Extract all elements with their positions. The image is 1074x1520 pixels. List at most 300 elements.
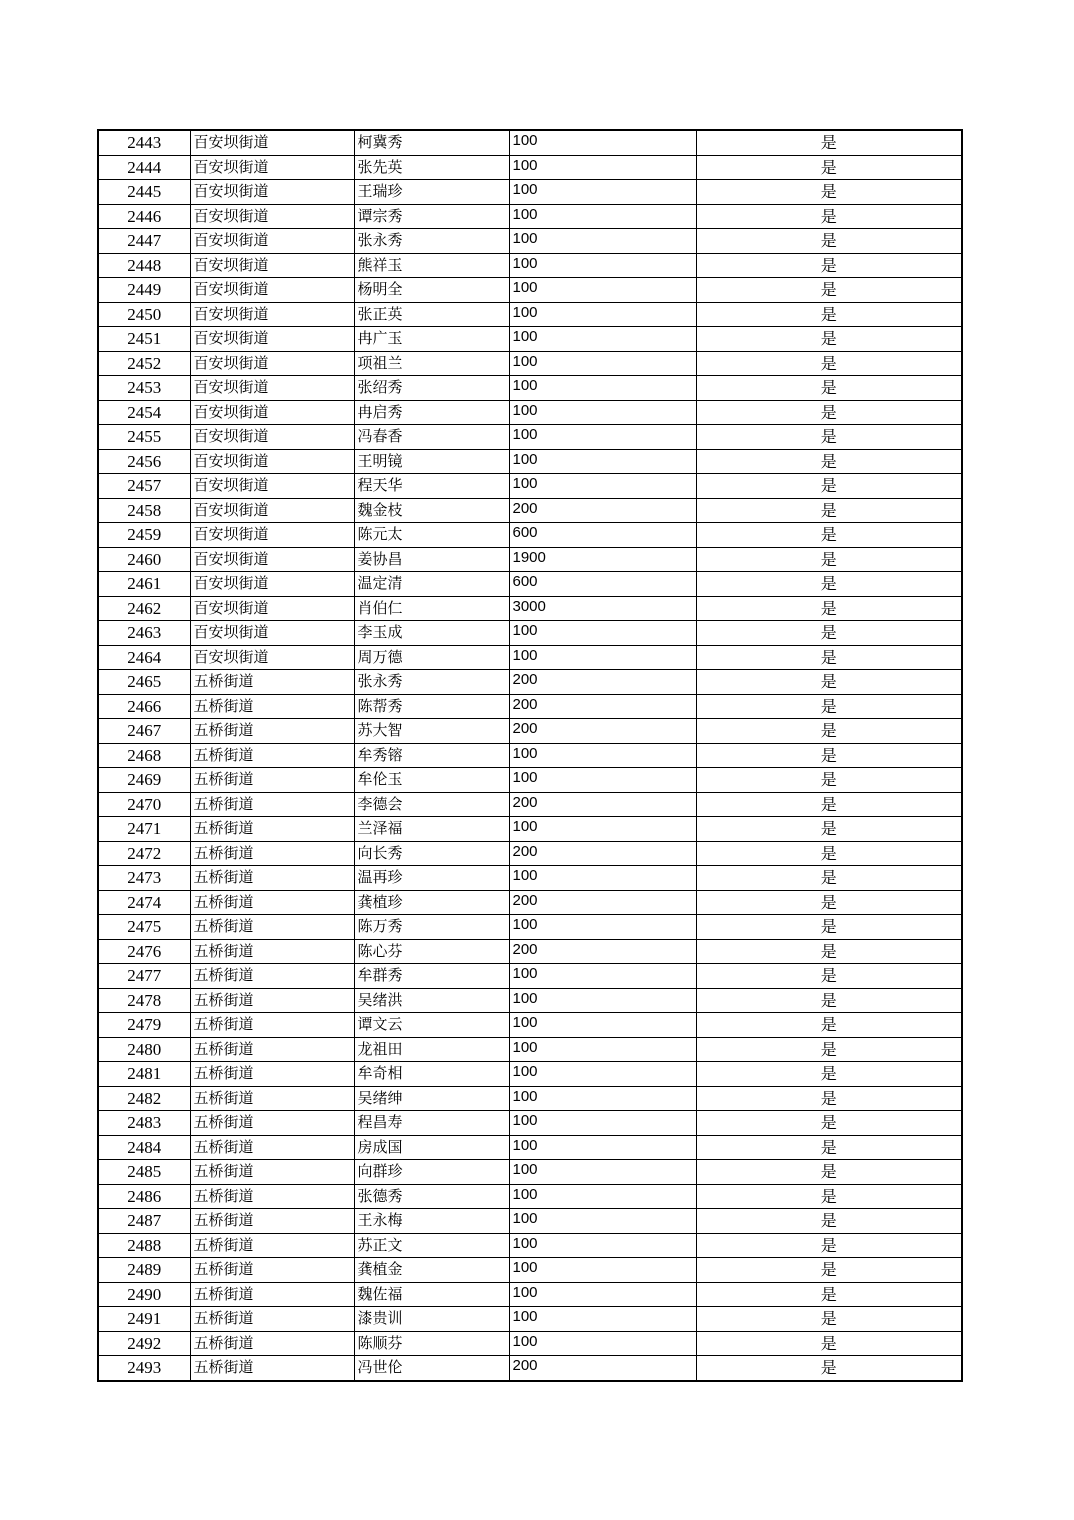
table-row [98, 425, 962, 450]
cell-name: 谭文云 [354, 1013, 509, 1038]
cell-amount: 600 [509, 572, 696, 597]
cell-name: 向长秀 [354, 841, 509, 866]
cell-flag: 是 [696, 327, 962, 352]
cell-flag: 是 [696, 351, 962, 376]
cell-amount: 1900 [509, 547, 696, 572]
cell-street: 五桥街道 [190, 915, 354, 940]
cell-flag: 是 [696, 939, 962, 964]
cell-amount: 100 [509, 376, 696, 401]
cell-amount: 100 [509, 229, 696, 254]
cell-flag: 是 [696, 253, 962, 278]
cell-amount: 100 [509, 817, 696, 842]
cell-amount: 100 [509, 449, 696, 474]
cell-street: 五桥街道 [190, 743, 354, 768]
cell-name: 张永秀 [354, 229, 509, 254]
cell-name: 向群珍 [354, 1160, 509, 1185]
table-row [98, 327, 962, 352]
cell-name: 张正英 [354, 302, 509, 327]
cell-name: 张绍秀 [354, 376, 509, 401]
cell-flag: 是 [696, 180, 962, 205]
cell-amount: 100 [509, 180, 696, 205]
cell-street: 百安坝街道 [190, 302, 354, 327]
cell-name: 苏大智 [354, 719, 509, 744]
table-row [98, 351, 962, 376]
cell-flag: 是 [696, 474, 962, 499]
cell-amount: 200 [509, 719, 696, 744]
cell-name: 杨明全 [354, 278, 509, 303]
cell-street: 五桥街道 [190, 1111, 354, 1136]
cell-flag: 是 [696, 547, 962, 572]
cell-amount: 100 [509, 1233, 696, 1258]
cell-id: 2480 [98, 1037, 190, 1062]
cell-amount: 3000 [509, 596, 696, 621]
cell-id: 2450 [98, 302, 190, 327]
cell-street: 百安坝街道 [190, 204, 354, 229]
cell-street: 五桥街道 [190, 694, 354, 719]
cell-amount: 100 [509, 1160, 696, 1185]
cell-street: 百安坝街道 [190, 645, 354, 670]
cell-street: 五桥街道 [190, 768, 354, 793]
cell-amount: 100 [509, 278, 696, 303]
cell-name: 漆贵训 [354, 1307, 509, 1332]
cell-flag: 是 [696, 964, 962, 989]
cell-street: 五桥街道 [190, 1135, 354, 1160]
cell-street: 五桥街道 [190, 817, 354, 842]
cell-name: 龙祖田 [354, 1037, 509, 1062]
table-row [98, 939, 962, 964]
table-row [98, 964, 962, 989]
table-row [98, 1135, 962, 1160]
cell-flag: 是 [696, 670, 962, 695]
cell-name: 龚植珍 [354, 890, 509, 915]
cell-street: 五桥街道 [190, 1013, 354, 1038]
subsidy-table [97, 129, 963, 1382]
cell-id: 2471 [98, 817, 190, 842]
table-row [98, 915, 962, 940]
cell-name: 牟秀镕 [354, 743, 509, 768]
cell-amount: 100 [509, 1013, 696, 1038]
cell-name: 李玉成 [354, 621, 509, 646]
cell-flag: 是 [696, 719, 962, 744]
cell-id: 2452 [98, 351, 190, 376]
cell-amount: 100 [509, 645, 696, 670]
cell-amount: 100 [509, 768, 696, 793]
cell-name: 张德秀 [354, 1184, 509, 1209]
cell-amount: 100 [509, 130, 696, 155]
cell-street: 百安坝街道 [190, 400, 354, 425]
cell-id: 2479 [98, 1013, 190, 1038]
cell-name: 冯春香 [354, 425, 509, 450]
cell-flag: 是 [696, 1331, 962, 1356]
table-row [98, 817, 962, 842]
table-row [98, 1086, 962, 1111]
cell-amount: 200 [509, 841, 696, 866]
cell-amount: 100 [509, 474, 696, 499]
cell-street: 五桥街道 [190, 1356, 354, 1381]
cell-flag: 是 [696, 1233, 962, 1258]
table-row [98, 768, 962, 793]
cell-street: 五桥街道 [190, 719, 354, 744]
cell-name: 熊祥玉 [354, 253, 509, 278]
cell-flag: 是 [696, 1135, 962, 1160]
table-row [98, 1331, 962, 1356]
cell-amount: 100 [509, 204, 696, 229]
cell-street: 五桥街道 [190, 670, 354, 695]
cell-street: 五桥街道 [190, 866, 354, 891]
cell-id: 2473 [98, 866, 190, 891]
cell-flag: 是 [696, 596, 962, 621]
cell-flag: 是 [696, 890, 962, 915]
cell-amount: 200 [509, 939, 696, 964]
cell-street: 百安坝街道 [190, 547, 354, 572]
table-row [98, 1037, 962, 1062]
table-row [98, 596, 962, 621]
cell-id: 2466 [98, 694, 190, 719]
cell-street: 五桥街道 [190, 841, 354, 866]
cell-name: 兰泽福 [354, 817, 509, 842]
cell-id: 2449 [98, 278, 190, 303]
cell-amount: 100 [509, 1258, 696, 1283]
cell-flag: 是 [696, 915, 962, 940]
cell-flag: 是 [696, 425, 962, 450]
cell-id: 2459 [98, 523, 190, 548]
cell-name: 李德会 [354, 792, 509, 817]
cell-id: 2462 [98, 596, 190, 621]
cell-flag: 是 [696, 1160, 962, 1185]
table-row [98, 1282, 962, 1307]
cell-id: 2475 [98, 915, 190, 940]
cell-name: 房成国 [354, 1135, 509, 1160]
cell-street: 百安坝街道 [190, 523, 354, 548]
table-row [98, 498, 962, 523]
cell-name: 陈万秀 [354, 915, 509, 940]
cell-street: 五桥街道 [190, 1160, 354, 1185]
cell-id: 2472 [98, 841, 190, 866]
table-row [98, 694, 962, 719]
cell-street: 百安坝街道 [190, 351, 354, 376]
cell-flag: 是 [696, 498, 962, 523]
cell-flag: 是 [696, 449, 962, 474]
table-row [98, 180, 962, 205]
cell-flag: 是 [696, 768, 962, 793]
cell-amount: 100 [509, 1111, 696, 1136]
cell-flag: 是 [696, 155, 962, 180]
cell-id: 2463 [98, 621, 190, 646]
cell-street: 百安坝街道 [190, 425, 354, 450]
cell-name: 冉启秀 [354, 400, 509, 425]
table-row [98, 890, 962, 915]
cell-street: 百安坝街道 [190, 253, 354, 278]
cell-flag: 是 [696, 694, 962, 719]
table-row [98, 1062, 962, 1087]
cell-amount: 200 [509, 1356, 696, 1381]
cell-name: 吴绪洪 [354, 988, 509, 1013]
table-row [98, 792, 962, 817]
table-row [98, 302, 962, 327]
cell-name: 姜协昌 [354, 547, 509, 572]
cell-id: 2477 [98, 964, 190, 989]
cell-amount: 100 [509, 1184, 696, 1209]
cell-street: 百安坝街道 [190, 180, 354, 205]
cell-flag: 是 [696, 229, 962, 254]
table-row [98, 1356, 962, 1381]
cell-id: 2481 [98, 1062, 190, 1087]
cell-id: 2458 [98, 498, 190, 523]
cell-id: 2470 [98, 792, 190, 817]
cell-flag: 是 [696, 523, 962, 548]
cell-id: 2445 [98, 180, 190, 205]
cell-amount: 100 [509, 1086, 696, 1111]
table-body [98, 130, 962, 1381]
table-row [98, 547, 962, 572]
cell-name: 程昌寿 [354, 1111, 509, 1136]
cell-street: 五桥街道 [190, 964, 354, 989]
cell-flag: 是 [696, 1184, 962, 1209]
table-row [98, 866, 962, 891]
cell-name: 冯世伦 [354, 1356, 509, 1381]
cell-id: 2461 [98, 572, 190, 597]
cell-street: 百安坝街道 [190, 474, 354, 499]
cell-amount: 100 [509, 1331, 696, 1356]
cell-amount: 100 [509, 253, 696, 278]
cell-id: 2488 [98, 1233, 190, 1258]
cell-id: 2493 [98, 1356, 190, 1381]
cell-id: 2469 [98, 768, 190, 793]
cell-flag: 是 [696, 400, 962, 425]
cell-flag: 是 [696, 1062, 962, 1087]
table-row [98, 645, 962, 670]
cell-name: 张永秀 [354, 670, 509, 695]
cell-street: 百安坝街道 [190, 130, 354, 155]
cell-amount: 200 [509, 694, 696, 719]
cell-flag: 是 [696, 1282, 962, 1307]
cell-name: 龚植金 [354, 1258, 509, 1283]
cell-id: 2483 [98, 1111, 190, 1136]
table-row [98, 670, 962, 695]
cell-flag: 是 [696, 1307, 962, 1332]
cell-id: 2492 [98, 1331, 190, 1356]
table-row [98, 719, 962, 744]
table-row [98, 1233, 962, 1258]
cell-name: 周万德 [354, 645, 509, 670]
cell-amount: 100 [509, 621, 696, 646]
cell-street: 百安坝街道 [190, 449, 354, 474]
cell-id: 2454 [98, 400, 190, 425]
cell-street: 百安坝街道 [190, 621, 354, 646]
cell-name: 苏正文 [354, 1233, 509, 1258]
cell-street: 五桥街道 [190, 1233, 354, 1258]
table-row [98, 572, 962, 597]
table-row [98, 988, 962, 1013]
cell-id: 2486 [98, 1184, 190, 1209]
cell-street: 五桥街道 [190, 1184, 354, 1209]
table-row [98, 523, 962, 548]
cell-street: 五桥街道 [190, 1307, 354, 1332]
cell-id: 2484 [98, 1135, 190, 1160]
cell-street: 五桥街道 [190, 1331, 354, 1356]
table-row [98, 130, 962, 155]
cell-name: 牟奇相 [354, 1062, 509, 1087]
cell-flag: 是 [696, 1356, 962, 1381]
cell-street: 五桥街道 [190, 1062, 354, 1087]
table-row [98, 1111, 962, 1136]
cell-flag: 是 [696, 572, 962, 597]
cell-flag: 是 [696, 204, 962, 229]
cell-name: 肖伯仁 [354, 596, 509, 621]
cell-id: 2476 [98, 939, 190, 964]
cell-amount: 100 [509, 1282, 696, 1307]
cell-id: 2457 [98, 474, 190, 499]
cell-amount: 600 [509, 523, 696, 548]
cell-id: 2468 [98, 743, 190, 768]
cell-amount: 100 [509, 400, 696, 425]
table-row [98, 449, 962, 474]
cell-flag: 是 [696, 866, 962, 891]
cell-name: 柯冀秀 [354, 130, 509, 155]
cell-flag: 是 [696, 130, 962, 155]
cell-name: 冉广玉 [354, 327, 509, 352]
cell-street: 五桥街道 [190, 1086, 354, 1111]
cell-name: 陈帮秀 [354, 694, 509, 719]
table-row [98, 229, 962, 254]
cell-amount: 100 [509, 1135, 696, 1160]
cell-name: 陈心芬 [354, 939, 509, 964]
cell-street: 五桥街道 [190, 890, 354, 915]
table-row [98, 1258, 962, 1283]
cell-id: 2453 [98, 376, 190, 401]
cell-flag: 是 [696, 621, 962, 646]
cell-street: 百安坝街道 [190, 155, 354, 180]
cell-flag: 是 [696, 302, 962, 327]
table-row [98, 474, 962, 499]
cell-street: 百安坝街道 [190, 278, 354, 303]
cell-amount: 100 [509, 327, 696, 352]
table-row [98, 841, 962, 866]
cell-name: 王明镜 [354, 449, 509, 474]
cell-id: 2446 [98, 204, 190, 229]
cell-name: 程天华 [354, 474, 509, 499]
cell-id: 2490 [98, 1282, 190, 1307]
cell-amount: 100 [509, 964, 696, 989]
cell-id: 2443 [98, 130, 190, 155]
table-row [98, 621, 962, 646]
cell-id: 2444 [98, 155, 190, 180]
cell-street: 百安坝街道 [190, 327, 354, 352]
cell-id: 2455 [98, 425, 190, 450]
cell-name: 魏金枝 [354, 498, 509, 523]
cell-amount: 100 [509, 988, 696, 1013]
cell-flag: 是 [696, 1086, 962, 1111]
cell-id: 2485 [98, 1160, 190, 1185]
cell-id: 2467 [98, 719, 190, 744]
cell-amount: 100 [509, 425, 696, 450]
cell-name: 吴绪绅 [354, 1086, 509, 1111]
cell-id: 2464 [98, 645, 190, 670]
cell-street: 百安坝街道 [190, 572, 354, 597]
cell-id: 2447 [98, 229, 190, 254]
cell-name: 温再珍 [354, 866, 509, 891]
cell-flag: 是 [696, 1111, 962, 1136]
cell-flag: 是 [696, 645, 962, 670]
cell-street: 五桥街道 [190, 1209, 354, 1234]
cell-id: 2489 [98, 1258, 190, 1283]
table-row [98, 1160, 962, 1185]
cell-street: 百安坝街道 [190, 229, 354, 254]
cell-name: 王永梅 [354, 1209, 509, 1234]
cell-flag: 是 [696, 1209, 962, 1234]
table-row [98, 1209, 962, 1234]
table-row [98, 1307, 962, 1332]
cell-name: 魏佐福 [354, 1282, 509, 1307]
cell-amount: 100 [509, 1062, 696, 1087]
cell-flag: 是 [696, 278, 962, 303]
table-row [98, 278, 962, 303]
cell-street: 五桥街道 [190, 792, 354, 817]
cell-name: 陈顺芬 [354, 1331, 509, 1356]
cell-amount: 100 [509, 866, 696, 891]
table-row [98, 400, 962, 425]
cell-flag: 是 [696, 743, 962, 768]
cell-street: 百安坝街道 [190, 498, 354, 523]
cell-flag: 是 [696, 1037, 962, 1062]
cell-street: 百安坝街道 [190, 596, 354, 621]
cell-street: 百安坝街道 [190, 376, 354, 401]
cell-street: 五桥街道 [190, 1258, 354, 1283]
cell-id: 2456 [98, 449, 190, 474]
cell-flag: 是 [696, 988, 962, 1013]
cell-amount: 200 [509, 498, 696, 523]
cell-flag: 是 [696, 1013, 962, 1038]
cell-flag: 是 [696, 376, 962, 401]
cell-amount: 100 [509, 351, 696, 376]
cell-flag: 是 [696, 1258, 962, 1283]
cell-id: 2460 [98, 547, 190, 572]
cell-amount: 100 [509, 1209, 696, 1234]
cell-id: 2487 [98, 1209, 190, 1234]
cell-street: 五桥街道 [190, 1282, 354, 1307]
table-row [98, 253, 962, 278]
cell-amount: 100 [509, 743, 696, 768]
cell-amount: 100 [509, 302, 696, 327]
cell-street: 五桥街道 [190, 988, 354, 1013]
cell-name: 温定清 [354, 572, 509, 597]
cell-name: 谭宗秀 [354, 204, 509, 229]
cell-id: 2482 [98, 1086, 190, 1111]
cell-flag: 是 [696, 841, 962, 866]
cell-name: 陈元太 [354, 523, 509, 548]
cell-name: 张先英 [354, 155, 509, 180]
cell-id: 2465 [98, 670, 190, 695]
cell-amount: 100 [509, 1037, 696, 1062]
cell-amount: 100 [509, 155, 696, 180]
cell-street: 五桥街道 [190, 1037, 354, 1062]
table-row [98, 1013, 962, 1038]
cell-flag: 是 [696, 817, 962, 842]
table-row [98, 204, 962, 229]
cell-amount: 100 [509, 915, 696, 940]
cell-flag: 是 [696, 792, 962, 817]
cell-amount: 100 [509, 1307, 696, 1332]
cell-name: 王瑞珍 [354, 180, 509, 205]
table-row [98, 743, 962, 768]
cell-id: 2491 [98, 1307, 190, 1332]
cell-id: 2478 [98, 988, 190, 1013]
cell-name: 牟伦玉 [354, 768, 509, 793]
cell-id: 2474 [98, 890, 190, 915]
cell-name: 项祖兰 [354, 351, 509, 376]
cell-amount: 200 [509, 670, 696, 695]
cell-id: 2451 [98, 327, 190, 352]
